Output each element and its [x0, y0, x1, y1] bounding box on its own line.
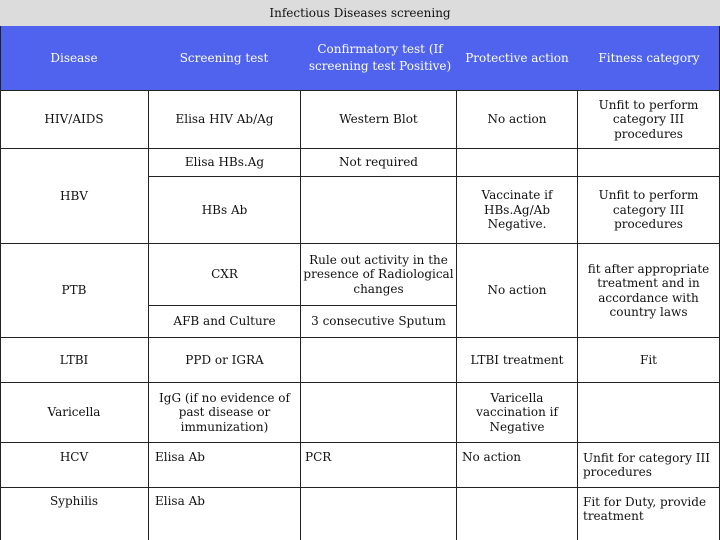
- cell-fitness-ptb: fit after appropriate treatment and in accordance with country laws: [587, 261, 710, 319]
- cell-disease-syphilis: Syphilis: [49, 494, 99, 509]
- cell-protective-varicella: Varicella vaccination if Negative: [476, 390, 558, 434]
- cell-confirmatory-ptb-2: 3 consecutive Sputum: [311, 314, 446, 329]
- header-fitness-category: Fitness category: [598, 50, 700, 65]
- cell-confirmatory-hbv-1: Not required: [339, 155, 418, 170]
- header-screening-test: Screening test: [179, 50, 269, 65]
- header-disease: Disease: [50, 50, 98, 65]
- cell-protective-ltbi: LTBI treatment: [470, 352, 564, 367]
- cell-fitness-hcv: Unfit for category III procedures: [583, 450, 710, 479]
- table-title: Infectious Diseases screening: [0, 0, 720, 27]
- cell-fitness-hiv: Unfit to perform category III procedures: [598, 97, 699, 141]
- cell-disease-varicella: Varicella: [47, 405, 101, 420]
- cell-confirmatory-hiv: Western Blot: [339, 112, 418, 127]
- cell-screening-hiv: Elisa HIV Ab/Ag: [175, 112, 274, 127]
- cell-disease-hcv: HCV: [59, 450, 89, 465]
- cell-protective-hiv: No action: [487, 112, 547, 127]
- cell-confirmatory-ptb-1: Rule out activity in the presence of Radiological changes: [303, 252, 454, 296]
- cell-disease-hbv: HBV: [60, 188, 88, 203]
- cell-fitness-ltbi: Fit: [640, 352, 657, 367]
- table-header-row: [0, 26, 720, 91]
- cell-protective-hbv: Vaccinate if HBs.Ag/Ab Negative.: [481, 188, 553, 232]
- cell-protective-hcv: No action: [462, 450, 522, 465]
- cell-screening-hbv-2: HBs Ab: [201, 202, 248, 217]
- cell-disease-ltbi: LTBI: [59, 352, 89, 367]
- cell-fitness-syphilis: Fit for Duty, provide treatment: [583, 494, 707, 523]
- cell-protective-ptb: No action: [487, 283, 547, 298]
- cell-fitness-hbv: Unfit to perform category III procedures: [598, 188, 699, 232]
- cell-screening-ltbi: PPD or IGRA: [185, 352, 264, 367]
- cell-confirmatory-hcv: PCR: [305, 450, 332, 465]
- cell-screening-hbv-1: Elisa HBs.Ag: [184, 155, 265, 170]
- cell-screening-ptb-2: AFB and Culture: [173, 314, 276, 329]
- cell-screening-syphilis: Elisa Ab: [155, 494, 205, 509]
- cell-screening-ptb-1: CXR: [211, 267, 238, 282]
- header-protective-action: Protective action: [465, 50, 569, 65]
- cell-screening-varicella: IgG (if no evidence of past disease or immunization): [159, 390, 290, 434]
- cell-screening-hcv: Elisa Ab: [155, 450, 205, 465]
- header-confirmatory-test: Confirmatory test (If screening test Positive): [308, 42, 452, 73]
- cell-disease-ptb: PTB: [61, 283, 87, 298]
- cell-disease-hiv: HIV/AIDS: [44, 112, 104, 127]
